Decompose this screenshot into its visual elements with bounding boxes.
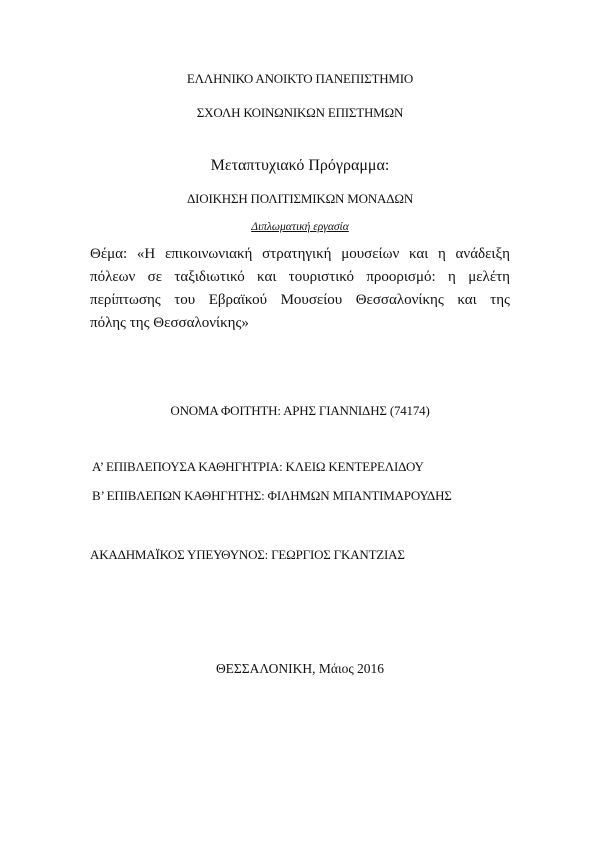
supervisor-b: Β’ ΕΠΙΒΛΕΠΩΝ ΚΑΘΗΓΗΤΗΣ: ΦΙΛΗΜΩΝ ΜΠΑΝΤΙΜΑΡΟΥΔΗΣ bbox=[92, 488, 452, 503]
programme-name: ΔΙΟΙΚΗΣΗ ΠΟΛΙΤΙΣΜΙΚΩΝ ΜΟΝΑΔΩΝ bbox=[186, 191, 414, 206]
school-name: ΣΧΟΛΗ ΚΟΙΝΩΝΙΚΩΝ ΕΠΙΣΤΗΜΩΝ bbox=[196, 105, 404, 120]
programme-label: Μεταπτυχιακό Πρόγραμμα: bbox=[210, 157, 390, 174]
thesis-type: Διπλωματική εργασία bbox=[251, 221, 349, 233]
university-name: ΕΛΛΗΝΙΚΟ ΑΝΟΙΚΤΟ ΠΑΝΕΠΙΣΤΗΜΙΟ bbox=[186, 71, 414, 86]
topic-line: περίπτωσης του Εβραϊκού Μουσείου Θεσσαλονίκης και της bbox=[90, 292, 510, 308]
place-date: ΘΕΣΣΑΛΟΝΙΚΗ, Μάιος 2016 bbox=[215, 661, 385, 676]
topic-line: πόλεων σε ταξιδιωτικό και τουριστικό προορισμό: η μελέτη bbox=[90, 269, 510, 285]
topic-line: πόλης της Θεσσαλονίκης» bbox=[90, 315, 249, 331]
student-name: ΟΝΟΜΑ ΦΟΙΤΗΤΗ: ΑΡΗΣ ΓΙΑΝΝΙΔΗΣ (74174) bbox=[170, 403, 430, 418]
supervisor-a: Α’ ΕΠΙΒΛΕΠΟΥΣΑ ΚΑΘΗΓΗΤΡΙΑ: ΚΛΕΙΩ ΚΕΝΤΕΡΕΛΙΔΟΥ bbox=[92, 459, 424, 474]
topic-line: Θέμα: «Η επικοινωνιακή στρατηγική μουσείων και η ανάδειξη bbox=[90, 246, 510, 262]
academic-responsible: ΑΚΑΔΗΜΑΪΚΟΣ ΥΠΕΥΘΥΝΟΣ: ΓΕΩΡΓΙΟΣ ΓΚΑΝΤΖΙΑΣ bbox=[90, 547, 405, 562]
thesis-topic bbox=[90, 243, 510, 335]
